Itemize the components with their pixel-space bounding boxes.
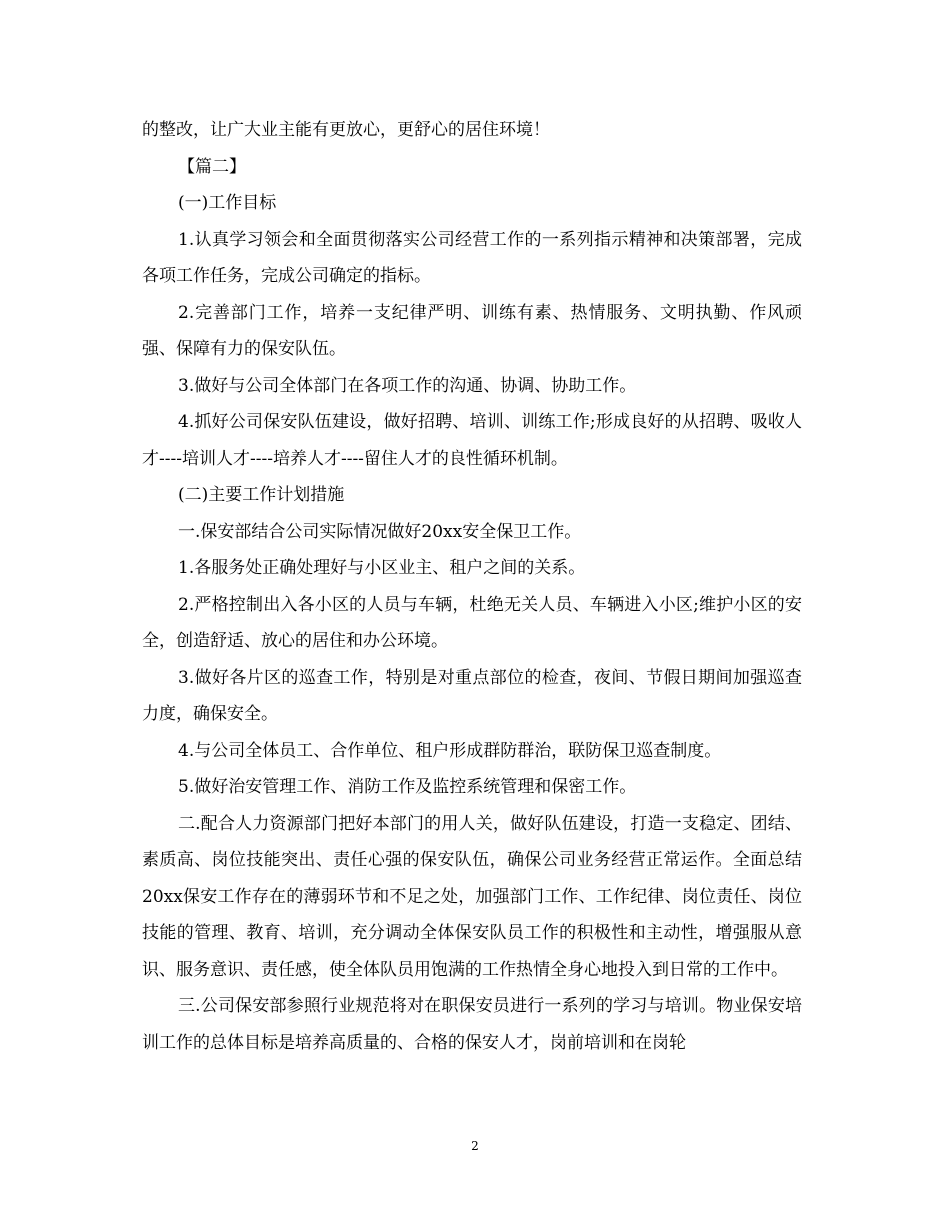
paragraph: 4.与公司全体员工、合作单位、租户形成群防群治，联防保卫巡查制度。 [178,740,722,761]
paragraph: 4.抓好公司保安队伍建设，做好招聘、培训、训练工作;形成良好的从招聘、吸收人才----培训人才----培养人才----留住人才的良性循环机制。 [142,412,802,469]
paragraph: 2.完善部门工作，培养一支纪律严明、训练有素、热情服务、文明执勤、作风顽强、保障有力的保安队伍。 [142,302,802,359]
paragraph: 2.严格控制出入各小区的人员与车辆，杜绝无关人员、车辆进入小区;维护小区的安全，创造舒适、放心的居住和办公环境。 [142,594,802,651]
paragraph: 一.保安部结合公司实际情况做好20xx安全保卫工作。 [178,521,582,542]
paragraph: 3.做好与公司全体部门在各项工作的沟通、协调、协助工作。 [178,375,637,396]
paragraph: 二.配合人力资源部门把好本部门的用人关，做好队伍建设，打造一支稳定、团结、素质高、岗位技能突出、责任心强的保安队伍，确保公司业务经营正常运作。全面总结20xx保安工作存在的薄弱环节和不足之处，加强部门工作、工作纪律、岗位责任、岗位技能的管理、教育、培训，充分调动全体保安队员工作的积极性和主动性，增强服从意识、服务意识、责任感，使全体队员用饱满的工作热情全身心地投入到日常的工作中。 [142,813,802,980]
paragraph: 1.认真学习领会和全面贯彻落实公司经营工作的一系列指示精神和决策部署，完成各项工作任务，完成公司确定的指标。 [142,229,802,286]
section-heading: 【篇二】 [178,156,246,177]
paragraph: 三.公司保安部参照行业规范将对在职保安员进行一系列的学习与培训。物业保安培训工作的总体目标是培养高质量的、合格的保安人才，岗前培训和在岗轮 [142,996,802,1053]
page-number: 2 [471,1139,479,1153]
paragraph: 3.做好各片区的巡查工作，特别是对重点部位的检查，夜间、节假日期间加强巡查力度，确保安全。 [142,667,802,724]
paragraph: 5.做好治安管理工作、消防工作及监控系统管理和保密工作。 [178,777,637,797]
subsection-heading: (二)主要工作计划措施 [178,485,345,505]
paragraph: 的整改，让广大业主能有更放心，更舒心的居住环境！ [142,120,550,140]
paragraph: 1.各服务处正确处理好与小区业主、租户之间的关系。 [178,558,586,578]
subsection-heading: (一)工作目标 [178,193,277,213]
document-body [142,112,802,1061]
